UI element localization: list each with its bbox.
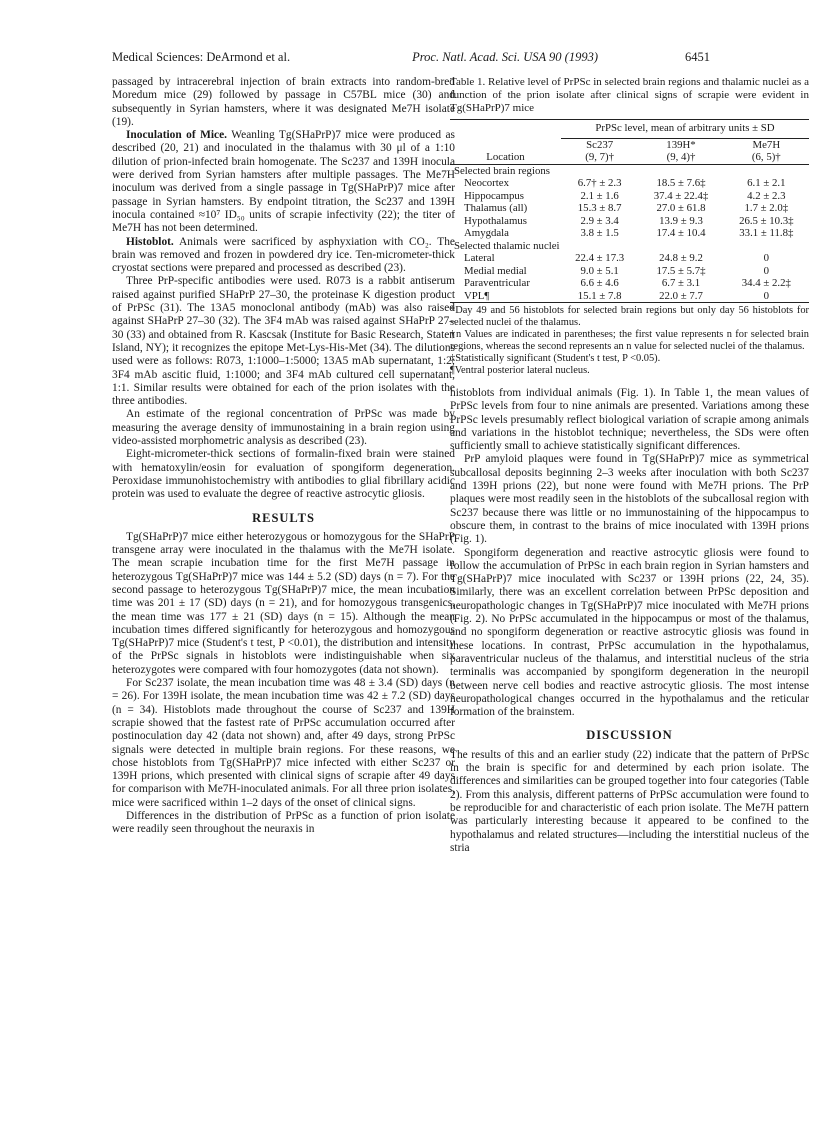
header-citation: Proc. Natl. Acad. Sci. USA 90 (1993) [412,50,598,64]
cell-value: 0 [763,264,770,277]
paragraph: For Sc237 isolate, the mean incubation time was 48 ± 3.4 (SD) days (n = 26). For 139H isolate, the mean incubation time was 42 ± 7.2 (SD) days (n = 34). Histoblots made throughout the course of Sc237 and 139H scrapie showed that the fastest rate of PrPSc accumulation occurred after postinoculation day 42 (data not shown) and, after 49 days, strong PrPSc signals were detected in multiple brain regions. For these reasons, we chose histoblots from Tg(SHaPrP)7 mice infected with either Sc237 or 139H prions, which presented with clinical signs of scrapie after 49 days for comparison with Me7H-inoculated animals. For all three prion isolates, mice were sacrificed within 1–2 days of the onset of clinical signs. [112,677,455,809]
paragraph-body: Animals were sacrificed by asphyxiation with CO₂. The brain was removed and frozen in powdered dry ice. Ten-micrometer-thick cryostat sections were prepared and processed as described (23). [112,235,455,275]
cell-value: 9.0 ± 5.1 [580,264,619,277]
right-column [450,76,809,855]
table-section-label: Selected thalamic nuclei [454,239,560,252]
cell-value: 15.3 ± 8.7 [577,202,622,214]
cell-value: 37.4 ± 22.4‡ [653,189,709,202]
left-column [112,76,455,837]
paragraph: Three PrP-specific antibodies were used. R073 is a rabbit antiserum raised against purified SHaPrP 27–30, the proteinase K digestion product of PrPSc (31). The 13A5 monoclonal antibody (mAb) was also raised against SHaPrP 27–30 (32). The 3F4 mAb was raised against SHaPrP 27–30 (33) and obtained from R. Kascsak (Institute for Basic Research, Staten Island, NY); it recognizes the epitope Met-Lys-His-Met (34). The dilutions used were as follows: R073, 1:1000–1:5000; 13A5 mAb supernatant, 1:2; 3F4 mAb ascitic fluid, 1:1000; and 3F4 mAb cultured cell supernatant, 1:1. Similar results were obtained for each of the prion isolates with the three antibodies. [112,275,455,408]
table-section-label: Selected brain regions [454,164,550,177]
paragraph: Eight-micrometer-thick sections of formalin-fixed brain were stained with hematoxylin/eosin for evaluation of spongiform degeneration. Peroxidase immunohistochemistry with antibodies to glial fibrillary acidic protein was used to evaluate the degree of reactive astrocytic gliosis. [112,448,455,501]
table-row [450,252,809,265]
run-in-heading: Histoblot. [126,235,174,248]
paragraph: histoblots from individual animals (Fig. 1). In Table 1, the mean values of PrPSc levels from four to nine animals are presented. Variations among these PrPSc levels presumably reflect biological variation of scrapie among animals and variations in the histoblot technique; nevertheless, the SDs were often sufficiently small to achieve statistically significant differences. [450,387,809,453]
paragraph: Tg(SHaPrP)7 mice either heterozygous or homozygous for the SHaPrP transgene array were inoculated in the thalamus with the Me7H isolate. The mean scrapie incubation time for the first Me7H passage in heterozygous Tg(SHaPrP)7 mice was 144 ± 5.2 (SD) days (n = 7). For the second passage to heterozygous Tg(SHaPrP)7 mice, the mean incubation time was 201 ± 17 (SD) days (n = 21), and for homozygous transgenics, the mean time was 177 ± 21 (SD) days (n = 15). Although the mean incubation times differed significantly for heterozygous and homozygous Tg(SHaPrP)7 mice (Student's t test, P <0.01), the distribution and intensity of the PrPSc signals in histoblots were indistinguishable when six heterozygotes were compared with four homozygotes (data not shown). [112,530,455,676]
paragraph: PrP amyloid plaques were found in Tg(SHaPrP)7 mice as symmetrical subcallosal deposits beginning 2–3 weeks after inoculation with both Sc237 and 139H prions (22), but none were found with Me7H prions. The PrP plaques were most readily seen in the histoblots of the subcallosal region with Sc237 because there was little or no immunostaining of the hippocampus to obscure them, in contrast to the brains of mice inoculated with 139H prions (Fig. 1). [450,453,809,546]
footnote: ‡Statistically significant (Student's t test, P <0.05). [450,353,661,364]
section-heading-results: RESULTS [252,510,315,525]
table-footnotes [450,305,809,377]
cell-value: 17.4 ± 10.4 [656,227,706,239]
paragraph-inoculation [112,129,455,235]
cell-location: Medial medial [464,264,527,277]
footnote: *Day 49 and 56 histoblots for selected brain regions but only day 56 histoblots for selected nuclei of the thalamus. [450,305,809,328]
cell-value: 6.7† ± 2.3 [577,177,622,189]
cell-value: 24.8 ± 9.2 [659,252,703,264]
cell-value: 15.1 ± 7.8 [577,289,622,302]
cell-location: Neocortex [464,177,509,189]
cell-value: 6.1 ± 2.1 [747,177,786,189]
table-row [450,190,809,203]
cell-value: 6.6 ± 4.6 [580,277,619,289]
paragraph: Differences in the distribution of PrPSc as a function of prion isolate were readily seen throughout the neuraxis in [112,810,455,836]
table-row [450,290,809,303]
cell-value: 22.0 ± 7.7 [659,289,703,302]
cell-value: 0 [763,252,770,264]
cell-value: 3.8 ± 1.5 [580,227,619,239]
table-1 [450,119,809,303]
table-caption: Table 1. Relative level of PrPSc in selected brain regions and thalamic nuclei as a function of the prion isolate after clinical signs of scrapie were evident in Tg(SHaPrP)7 mice [450,76,809,114]
table-body-nuclei [450,252,809,303]
table-row [450,227,809,240]
run-in-heading: Inoculation of Mice. [126,129,228,142]
section-heading-discussion: DISCUSSION [586,728,673,743]
paragraph: passaged by intracerebral injection of brain extracts into random-bred Moredum mice (29) followed by passage in C57BL mice (30) and subsequently in Syrian hamsters, where it was designated Me7H isolate (19). [112,76,455,128]
cell-value: 2.1 ± 1.6 [580,189,619,202]
cell-location: Hippocampus [464,189,524,202]
cell-value: 0 [763,289,770,302]
cell-location: Amygdala [464,227,509,239]
footnote: ¶Ventral posterior lateral nucleus. [450,365,590,376]
cell-location: VPL¶ [464,289,490,302]
column-header: Me7H [752,138,781,151]
paragraph-histoblot [112,236,455,276]
cell-location: Paraventricular [464,277,530,289]
paragraph: Spongiform degeneration and reactive astrocytic gliosis were found to follow the accumulation of PrPSc in each brain region in Syrian hamsters and Tg(SHaPrP)7 mice inoculated with Sc237 or 139H prions (22, 24, 35). Similarly, there was an excellent correlation between PrPSc deposition and neuropathologic changes in Tg(SHaPrP)7 mice inoculated with Me7H prions (Fig. 2). No PrPSc accumulated in the hippocampus or most of the thalamus, and no spongiform degeneration or reactive astrocytic gliosis was found in these locations. In contrast, PrPSc accumulation in the hypothalamus, paraventricular nucleus of the thalamus, and interstitial nucleus of the stria terminalis was accompanied by spongiform degeneration in the neuropil between nerve cell bodies and reactive astrocytic gliosis. The most intense neuropathological changes occurred in the hypothalamus and the reticular formation of the brainstem. [450,546,809,719]
column-header: 139H* [666,138,696,151]
table-body-regions [450,177,809,240]
cell-value: 18.5 ± 7.6‡ [656,177,706,189]
table-row [450,202,809,215]
running-header [112,50,710,68]
cell-value: 13.9 ± 9.3 [659,214,703,227]
cell-value: 26.5 ± 10.3‡ [739,214,794,227]
header-page-number: 6451 [685,50,710,64]
table-row [450,265,809,278]
paragraph: The results of this and an earlier study (22) indicate that the pattern of PrPSc in the brain is specific for and determined by each prion isolate. The differences and similarities can be grouped together into four categories (Table 2). From this analysis, different patterns of PrPSc accumulation were found to be reproducible for and characteristic of each prion isolate. The Me7H pattern was particularly interesting because it appeared to be confined to the hypothalamus and related structures—including the interstitial nucleus of the stria [450,748,809,854]
cell-value: 27.0 ± 61.8 [656,202,706,214]
column-header: Sc237 [586,138,614,151]
cell-value: 6.7 ± 3.1 [661,277,701,289]
cell-value: 34.4 ± 2.2‡ [741,277,791,289]
cell-value: 4.2 ± 2.3 [747,189,786,202]
column-n: (6, 5)† [751,151,781,163]
paragraph: An estimate of the regional concentration of PrPSc was made by measuring the average density of immunostaining in a brain region using video-assisted morphometric analysis as described (23). [112,408,455,448]
table-span-header: PrPSc level, mean of arbitrary units ± SD [595,122,775,134]
cell-value: 17.5 ± 5.7‡ [656,264,706,277]
cell-value: 33.1 ± 11.8‡ [739,227,794,239]
table-row [450,277,809,290]
footnote: †n Values are indicated in parentheses; the first value represents n for selected brain regions, whereas the second represents an n value for selected nuclei of the thalamus. [450,329,809,352]
table-row [450,177,809,190]
column-n: (9, 7)† [585,151,615,163]
cell-value: 1.7 ± 2.0‡ [744,202,789,214]
cell-location: Thalamus (all) [464,202,528,214]
table-row [450,215,809,228]
cell-value: 2.9 ± 3.4 [580,214,619,227]
column-n: (9, 4)† [666,151,696,163]
cell-value: 22.4 ± 17.3 [575,252,625,264]
paragraph-body: Weanling Tg(SHaPrP)7 mice were produced as described (20, 21) and inoculated in the thalamus with 30 μl of a 1:10 dilution of prion-infected brain homogenate. The Sc237 and 139H inocula were derived from Syrian hamsters after multiple passages. The Me7H inoculum was derived from a single passage in Tg(SHaPrP)7 mice after passage in Syrian hamsters. By endpoint titration, the Sc237 and 139H inocula contained ≈10⁷ ID₅₀ units of scrapie infectivity (22); the titer of Me7H has not been determined. [112,129,455,235]
cell-location: Hypothalamus [464,214,527,227]
cell-location: Lateral [464,252,495,264]
column-header-location: Location [486,151,525,163]
header-journal-section: Medical Sciences: DeArmond et al. [112,50,291,64]
